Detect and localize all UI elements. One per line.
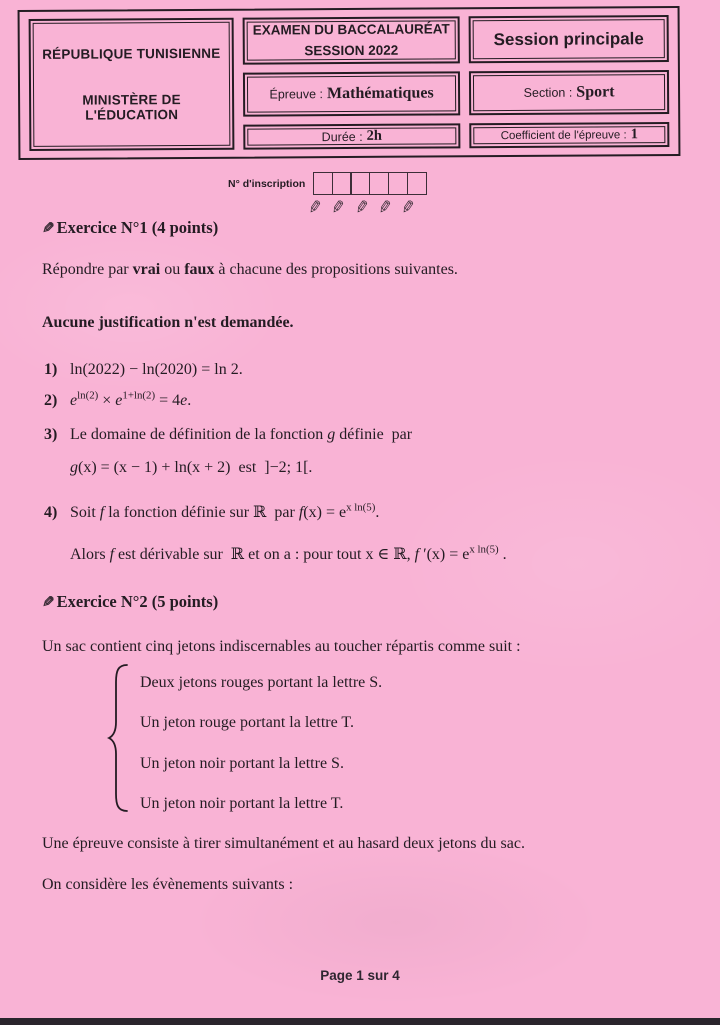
exercise1-note: Aucune justification n'est demandée. [42, 314, 294, 331]
inscription-box [369, 172, 389, 195]
republic-text: RÉPUBLIQUE TUNISIENNE [42, 45, 221, 62]
exercise2-line1: Une épreuve consiste à tirer simultanément et au hasard deux jetons du sac. [42, 835, 525, 852]
section-label: Section : [523, 85, 573, 100]
exercise1-item-4-sub: Alors f est dérivable sur ℝ et on a : pour tout x ∈ ℝ, f $'(x) = e^{x ln(5)}$ . [70, 543, 507, 563]
exercise1-item-1 [44, 360, 243, 381]
exam-header [18, 6, 681, 160]
inscription-box [388, 172, 408, 195]
inscription-box [407, 172, 427, 195]
inscription-row [228, 172, 427, 195]
jeton-item: Un jeton noir portant la lettre T. [140, 795, 344, 812]
duree-label: Durée : [321, 129, 363, 144]
inscription-box [332, 172, 352, 195]
brace-icon [105, 662, 131, 819]
exercise1-item-2 [44, 391, 191, 412]
jeton-item: Un jeton noir portant la lettre S. [140, 755, 344, 772]
coefficient-box [469, 122, 669, 148]
item-text: Le domaine de définition de la fonction g définie par [70, 426, 413, 443]
item-number: 3) [44, 426, 58, 443]
item-text: ln(2022) − ln(2020) = ln 2. [70, 361, 243, 378]
item-number: 1) [44, 361, 58, 378]
scan-edge-bar [0, 1018, 720, 1025]
inscription-box [313, 172, 333, 195]
exercise2-title-text: Exercice N°2 (5 points) [56, 592, 219, 611]
section-box [469, 70, 669, 115]
exercise1-item-4 [44, 503, 379, 524]
coefficient-value: 1 [630, 126, 638, 143]
exercise1-item-3-sub: g(x) = (x − 1) + ln(x + 2) est ]−2; 1[. [70, 459, 313, 476]
pencil-icon: ✎ [42, 221, 55, 237]
jeton-item: Deux jetons rouges portant la lettre S. [140, 674, 383, 691]
item-number: 4) [44, 504, 58, 521]
jeton-item: Un jeton rouge portant la lettre T. [140, 714, 355, 731]
pencil-icon: ✎ [42, 595, 55, 611]
exam-title-line2: SESSION 2022 [304, 42, 399, 58]
pencil-icon: ✎ [352, 196, 371, 219]
exercise1-title-text: Exercice N°1 (4 points) [56, 218, 219, 237]
exam-title-box [243, 16, 460, 64]
exercise1-item-3 [44, 425, 412, 446]
exercise2-intro: Un sac contient cinq jetons indiscernables au toucher répartis comme suit : [42, 638, 521, 655]
duree-value: 2h [366, 127, 383, 144]
session-box [469, 15, 669, 63]
inscription-boxes [314, 172, 426, 195]
page-number: Page 1 sur 4 [320, 968, 400, 983]
item-number: 2) [44, 392, 58, 409]
exercise2-line2: On considère les évènements suivants : [42, 876, 294, 893]
session-column [469, 15, 670, 148]
exercise1-title [42, 217, 218, 240]
epreuve-box [243, 71, 460, 116]
section-value: Sport [576, 83, 615, 101]
pencil-icon: ✎ [329, 196, 347, 219]
coefficient-label: Coefficient de l'épreuve : [500, 128, 627, 142]
pencil-icon: ✎ [376, 196, 394, 219]
exam-title-line1: EXAMEN DU BACCALAURÉAT [252, 21, 450, 38]
item-text: $e^{ln(2)} \times e^{1+ln(2)} = 4e$. [70, 389, 192, 409]
item-text: Soit f la fonction définie sur ℝ par $f(x) = e^{x ln(5)}$. [70, 501, 380, 521]
pencil-icons-row [308, 198, 420, 218]
ministry-text: MINISTÈRE DE L'ÉDUCATION [82, 92, 181, 123]
session-text: Session principale [493, 28, 644, 49]
exercise2-title [42, 591, 218, 614]
pencil-icon: ✎ [399, 196, 417, 219]
exercise1-intro: Répondre par vrai ou faux à chacune des propositions suivantes. [42, 261, 458, 278]
inscription-label: N° d'inscription [228, 177, 306, 190]
pencil-icon: ✎ [306, 196, 324, 219]
ministry-box [29, 18, 235, 151]
exam-info-column [243, 16, 461, 149]
inscription-box [350, 172, 370, 195]
epreuve-label: Épreuve : [269, 87, 324, 102]
duree-box [243, 123, 460, 149]
epreuve-value: Mathématiques [326, 84, 434, 103]
